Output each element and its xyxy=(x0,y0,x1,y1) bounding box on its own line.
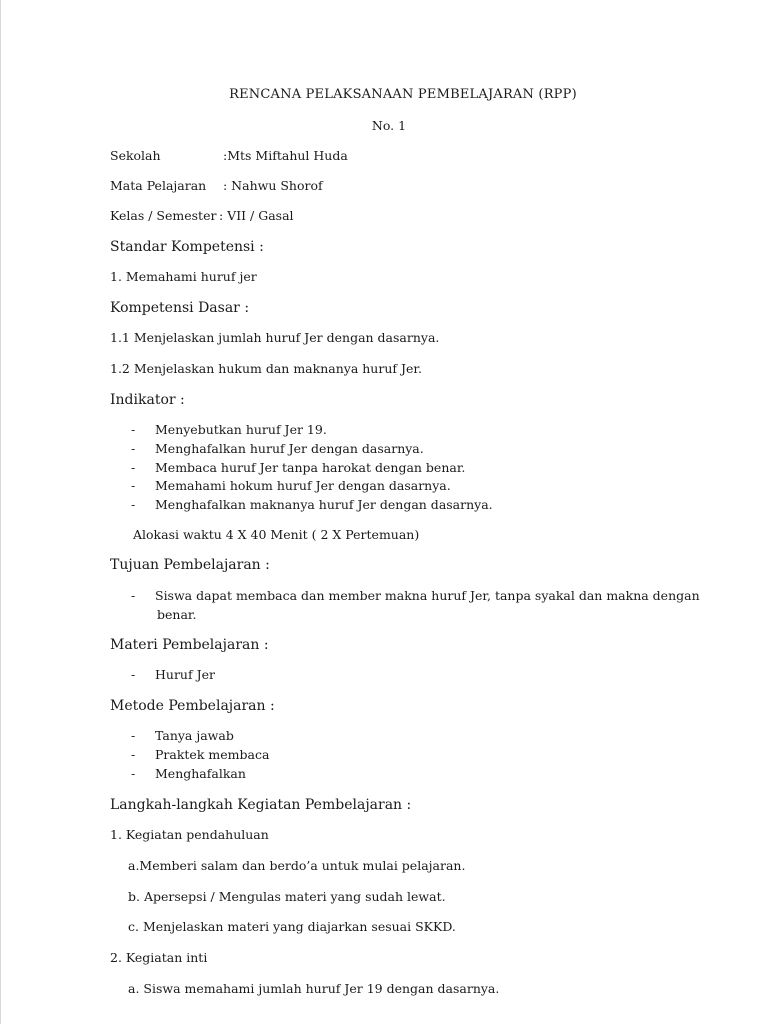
value-mata-pelajaran: : Nahwu Shorof xyxy=(223,178,323,193)
bullet-dash: - xyxy=(131,460,136,475)
heading-indikator: Indikator : xyxy=(110,392,185,408)
bullet-dash: - xyxy=(131,422,136,437)
kompetensi-dasar-item: 1.2 Menjelaskan hukum dan maknanya huruf Jer. xyxy=(110,361,422,376)
pendahuluan-item: a.Memberi salam dan berdo’a untuk mulai pelajaran. xyxy=(128,858,466,873)
bullet-dash: - xyxy=(131,766,136,781)
heading-materi-pembelajaran: Materi Pembelajaran : xyxy=(110,637,269,653)
pendahuluan-item: b. Apersepsi / Mengulas materi yang sudah lewat. xyxy=(128,889,446,904)
metode-item: Menghafalkan xyxy=(155,766,246,781)
pendahuluan-item: c. Menjelaskan materi yang diajarkan sesuai SKKD. xyxy=(128,919,456,934)
page-left-edge xyxy=(0,0,1,1024)
heading-langkah-kegiatan: Langkah-langkah Kegiatan Pembelajaran : xyxy=(110,797,412,813)
materi-item: Huruf Jer xyxy=(155,667,215,682)
label-sekolah: Sekolah xyxy=(110,148,161,163)
heading-kompetensi-dasar: Kompetensi Dasar : xyxy=(110,300,250,316)
metode-item: Praktek membaca xyxy=(155,747,270,762)
metode-item: Tanya jawab xyxy=(155,728,234,743)
kegiatan-inti: 2. Kegiatan inti xyxy=(110,950,208,965)
kegiatan-pendahuluan: 1. Kegiatan pendahuluan xyxy=(110,827,269,842)
indikator-item: Menyebutkan huruf Jer 19. xyxy=(155,422,327,437)
heading-standar-kompetensi: Standar Kompetensi : xyxy=(110,239,264,255)
tujuan-item-line1: Siswa dapat membaca dan member makna huruf Jer, tanpa syakal dan makna dengan xyxy=(155,588,700,603)
document-number: No. 1 xyxy=(371,118,407,133)
standar-kompetensi-item: 1. Memahami huruf jer xyxy=(110,269,257,284)
heading-tujuan-pembelajaran: Tujuan Pembelajaran : xyxy=(110,557,270,573)
indikator-item: Menghafalkan huruf Jer dengan dasarnya. xyxy=(155,441,424,456)
indikator-item: Memahami hokum huruf Jer dengan dasarnya. xyxy=(155,478,451,493)
bullet-dash: - xyxy=(131,747,136,762)
value-sekolah: :Mts Miftahul Huda xyxy=(223,148,348,163)
label-kelas-semester: Kelas / Semester xyxy=(110,208,217,223)
bullet-dash: - xyxy=(131,497,136,512)
indikator-item: Membaca huruf Jer tanpa harokat dengan benar. xyxy=(155,460,466,475)
bullet-dash: - xyxy=(131,667,136,682)
inti-item: a. Siswa memahami jumlah huruf Jer 19 dengan dasarnya. xyxy=(128,981,500,996)
kompetensi-dasar-item: 1.1 Menjelaskan jumlah huruf Jer dengan dasarnya. xyxy=(110,330,440,345)
tujuan-item-line2: benar. xyxy=(157,607,197,622)
label-mata-pelajaran: Mata Pelajaran xyxy=(110,178,207,193)
alokasi-waktu: Alokasi waktu 4 X 40 Menit ( 2 X Pertemuan) xyxy=(133,527,420,542)
bullet-dash: - xyxy=(131,441,136,456)
document-title: RENCANA PELAKSANAAN PEMBELAJARAN (RPP) xyxy=(229,87,577,102)
bullet-dash: - xyxy=(131,478,136,493)
indikator-item: Menghafalkan maknanya huruf Jer dengan dasarnya. xyxy=(155,497,493,512)
heading-metode-pembelajaran: Metode Pembelajaran : xyxy=(110,698,275,714)
bullet-dash: - xyxy=(131,728,136,743)
value-kelas-semester: : VII / Gasal xyxy=(219,208,294,223)
bullet-dash: - xyxy=(131,588,136,603)
